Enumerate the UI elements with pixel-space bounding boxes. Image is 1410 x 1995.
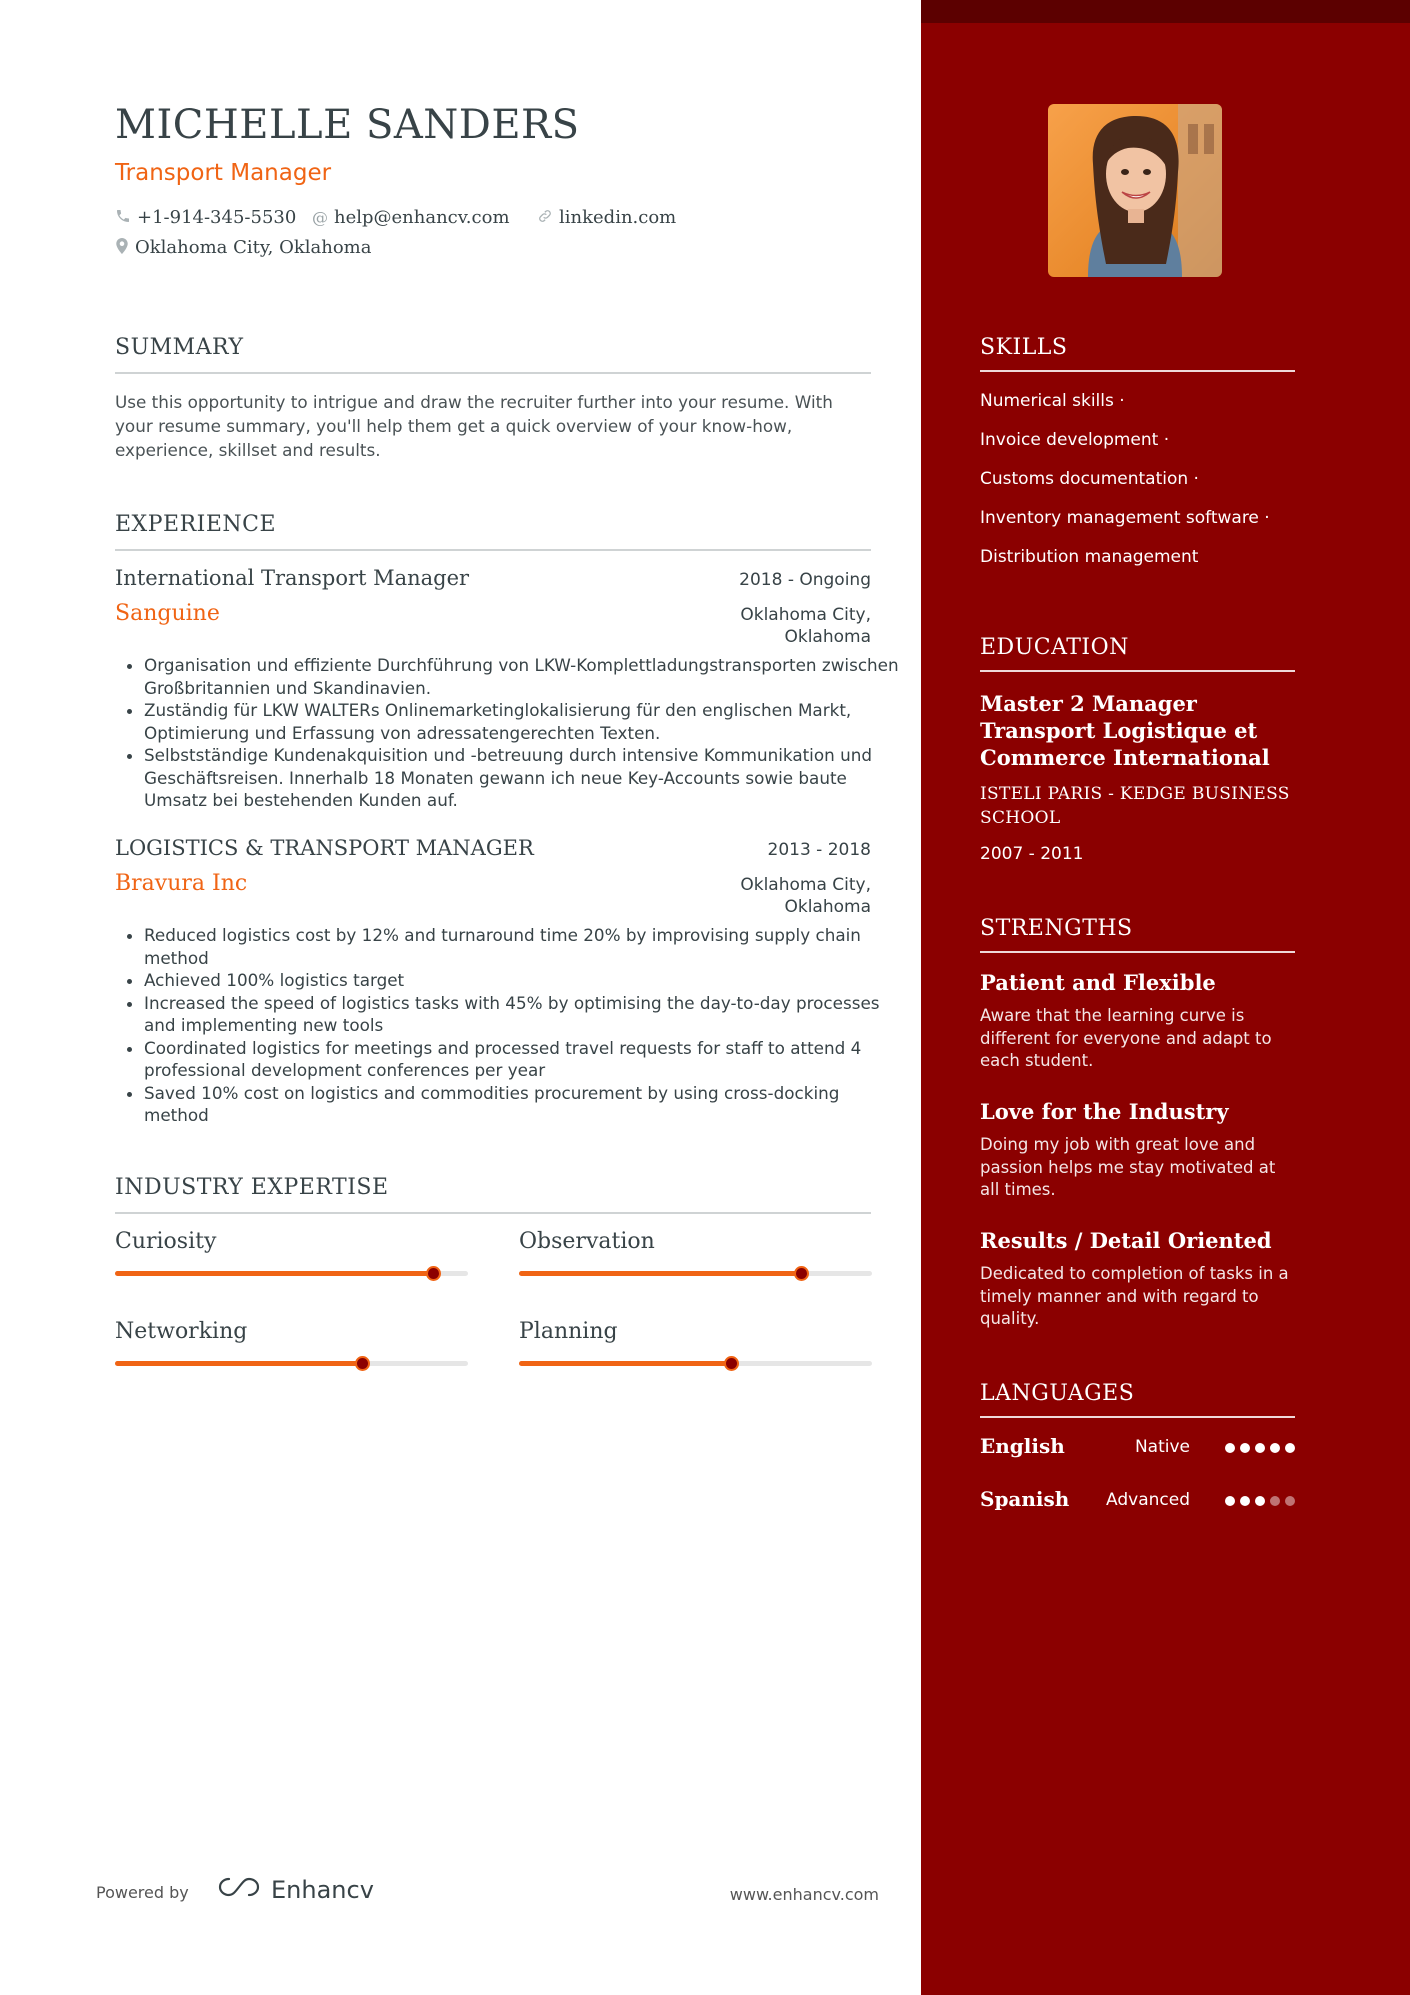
candidate-title: Transport Manager	[115, 160, 332, 186]
footer-powered-by: Powered by	[96, 1883, 189, 1902]
job-location-line: Oklahoma	[784, 897, 871, 917]
expertise-bar	[519, 1271, 872, 1276]
enhancv-logo-icon	[215, 1875, 263, 1905]
job-location-line: Oklahoma City,	[740, 875, 871, 895]
education-heading: EDUCATION	[980, 635, 1295, 672]
language-dot	[1255, 1443, 1265, 1453]
strength-desc: Doing my job with great love and passion helps me stay motivated at all times.	[980, 1135, 1276, 1199]
language-dot	[1270, 1443, 1280, 1453]
list-item: • Zuständig für LKW WALTERs Onlinemarketinglokalisierung für den englischen Markt, Optimierung und Erfassung von adressatengerechten Texten.	[144, 699, 900, 744]
expertise-bar-fill	[115, 1271, 433, 1276]
expertise-bar-knob	[426, 1266, 441, 1281]
skill-item: Invoice development ·	[980, 430, 1170, 450]
list-item: • Coordinated logistics for meetings and processed travel requests for staff to attend 4 professional development conferences per year	[144, 1037, 900, 1082]
skill-item: Customs documentation ·	[980, 469, 1199, 489]
strength-desc: Dedicated to completion of tasks in a timely manner and with regard to quality.	[980, 1264, 1289, 1328]
location-text: Oklahoma City, Oklahoma	[135, 237, 372, 258]
strength-desc: Aware that the learning curve is different for everyone and adapt to each student.	[980, 1006, 1272, 1070]
language-dot	[1225, 1496, 1235, 1506]
languages-heading: LANGUAGES	[980, 1381, 1295, 1418]
summary-heading: SUMMARY	[115, 335, 871, 374]
language-row	[980, 1487, 1295, 1517]
expertise-name: Curiosity	[115, 1229, 217, 1254]
link-text: linkedin.com	[559, 207, 677, 228]
list-item: • Increased the speed of logistics tasks with 45% by optimising the day-to-day processes and implementing new tools	[144, 992, 900, 1037]
language-level: Advanced	[1106, 1490, 1190, 1510]
education-school: ISTELI PARIS - KEDGE BUSINESS SCHOOL	[980, 784, 1290, 828]
company-name: Bravura Inc	[115, 871, 248, 896]
language-dot	[1285, 1443, 1295, 1453]
language-dots	[1225, 1438, 1295, 1453]
language-dot	[1240, 1496, 1250, 1506]
language-dots	[1225, 1491, 1295, 1506]
language-level: Native	[1134, 1437, 1190, 1457]
job-dates: 2013 - 2018	[767, 840, 871, 860]
language-dot	[1240, 1443, 1250, 1453]
skill-item: Distribution management	[980, 547, 1199, 567]
strength-title: Results / Detail Oriented	[980, 1228, 1272, 1253]
expertise-name: Networking	[115, 1319, 248, 1344]
company-name: Sanguine	[115, 601, 220, 626]
language-name: English	[980, 1434, 1065, 1458]
job-location-line: Oklahoma City,	[740, 605, 871, 625]
contact-link[interactable]	[537, 207, 676, 228]
expertise-bar-fill	[115, 1361, 362, 1366]
expertise-name: Observation	[519, 1229, 655, 1254]
education-degree: Master 2 Manager Transport Logistique et Commerce International	[980, 691, 1270, 770]
link-icon	[537, 208, 553, 228]
list-item: • Achieved 100% logistics target	[144, 969, 900, 992]
list-item: • Selbstständige Kundenakquisition und -betreuung durch intensive Kommunikation und Geschäftsreisen. Innerhalb 18 Monaten gewann ich neue Key-Accounts sowie baute Umsatz bei bestehenden Kunden auf.	[144, 744, 900, 812]
language-row	[980, 1434, 1295, 1464]
expertise-bar	[115, 1361, 468, 1366]
phone-icon	[115, 208, 131, 228]
language-dot	[1225, 1443, 1235, 1453]
strength-title: Love for the Industry	[980, 1099, 1229, 1124]
enhancv-brand: Enhancv	[271, 1876, 374, 1904]
location-pin-icon	[115, 238, 129, 258]
email-text: help@enhancv.com	[334, 207, 510, 228]
summary-text: Use this opportunity to intrigue and draw the recruiter further into your resume. With your resume summary, you'll help them get a quick overview of your know-how, experience, skillset and results.	[115, 392, 833, 460]
job-title: LOGISTICS & TRANSPORT MANAGER	[115, 836, 534, 860]
language-dot	[1255, 1496, 1265, 1506]
phone-text: +1-914-345-5530	[137, 207, 297, 228]
enhancv-logo[interactable]	[215, 1875, 374, 1905]
skills-heading: SKILLS	[980, 335, 1295, 372]
candidate-name: MICHELLE SANDERS	[115, 102, 580, 148]
skill-item: Inventory management software ·	[980, 508, 1270, 528]
expertise-bar-knob	[794, 1266, 809, 1281]
expertise-bar	[115, 1271, 468, 1276]
job-location	[671, 874, 871, 918]
list-item: • Organisation und effiziente Durchführung von LKW-Komplettladungstransporten zwischen Großbritannien und Skandinavien.	[144, 654, 900, 699]
contact-phone[interactable]	[115, 207, 296, 228]
list-item: • Saved 10% cost on logistics and commodities procurement by using cross-docking method	[144, 1082, 900, 1127]
skill-item: Numerical skills ·	[980, 391, 1125, 411]
expertise-bar-fill	[519, 1361, 731, 1366]
job-location-line: Oklahoma	[784, 627, 871, 647]
footer-url[interactable]: www.enhancv.com	[729, 1885, 879, 1904]
expertise-name: Planning	[519, 1319, 618, 1344]
at-icon: @	[312, 208, 328, 227]
language-name: Spanish	[980, 1487, 1070, 1511]
education-dates: 2007 - 2011	[980, 844, 1084, 864]
job-dates: 2018 - Ongoing	[739, 570, 871, 590]
strengths-heading: STRENGTHS	[980, 916, 1295, 953]
sidebar	[921, 0, 1410, 1995]
sidebar-top-strip	[921, 0, 1410, 23]
strength-title: Patient and Flexible	[980, 970, 1216, 995]
contact-location	[115, 237, 371, 258]
avatar	[1048, 104, 1222, 277]
language-dot	[1270, 1496, 1280, 1506]
expertise-bar-knob	[355, 1356, 370, 1371]
list-item: • Reduced logistics cost by 12% and turnaround time 20% by improvising supply chain method	[144, 924, 900, 969]
job-title: International Transport Manager	[115, 566, 470, 590]
expertise-heading: INDUSTRY EXPERTISE	[115, 1175, 871, 1214]
expertise-bar	[519, 1361, 872, 1366]
job-bullets	[115, 924, 900, 1127]
experience-heading: EXPERIENCE	[115, 512, 871, 551]
contact-email[interactable]	[312, 207, 510, 228]
job-location	[671, 604, 871, 648]
job-bullets	[115, 654, 900, 812]
expertise-bar-knob	[724, 1356, 739, 1371]
expertise-bar-fill	[519, 1271, 801, 1276]
language-dot	[1285, 1496, 1295, 1506]
